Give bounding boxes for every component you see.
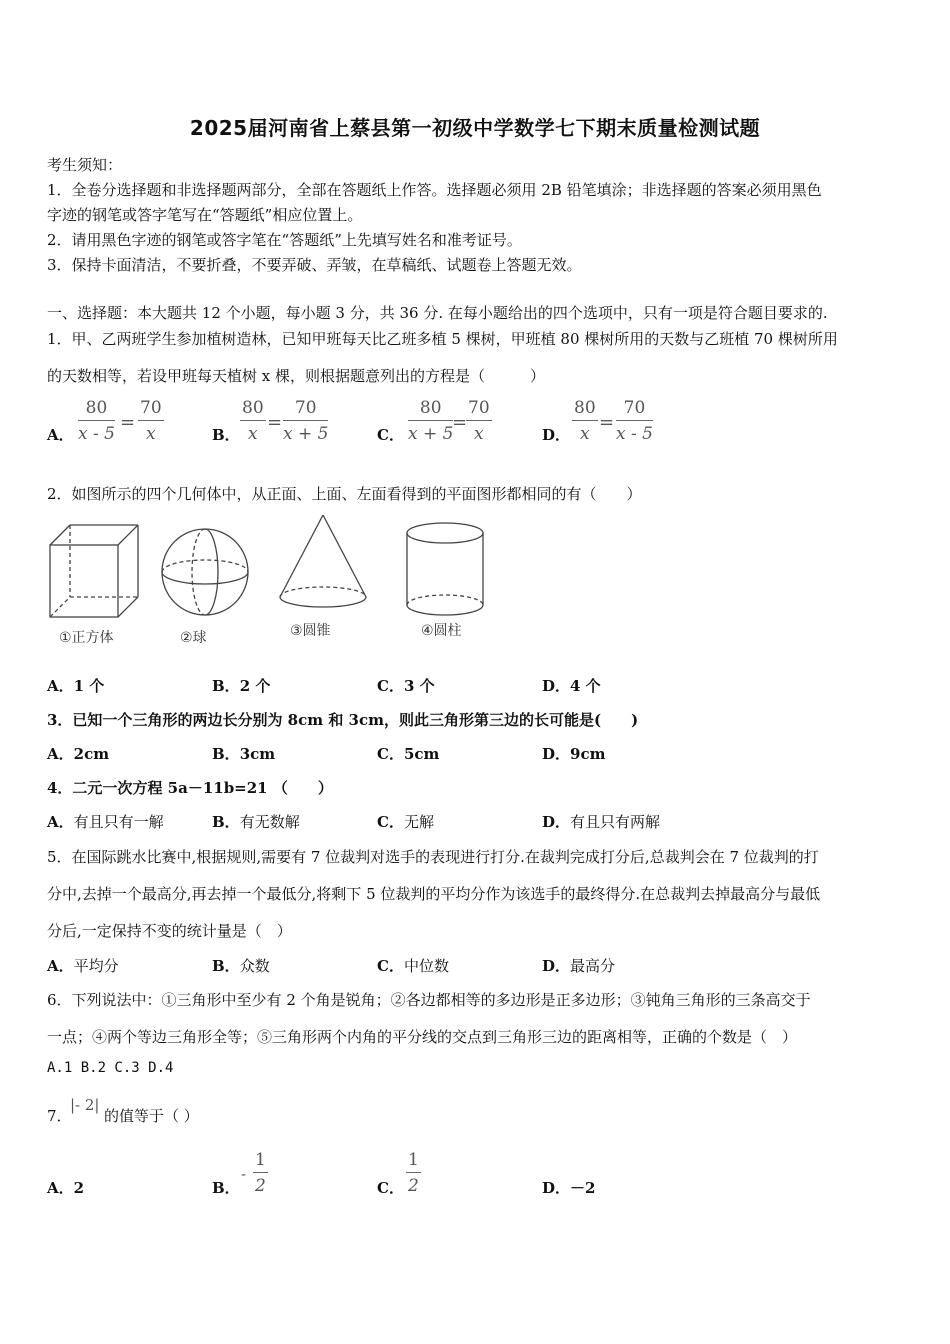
q4-text: 4．二元一次方程 5a－11b=21 （ ） <box>47 779 333 797</box>
q5-option-d: D．最高分 <box>542 957 616 975</box>
q1-d-frac-left: 80 x <box>574 398 596 444</box>
q2-figures <box>47 515 487 650</box>
q3-option-b: B．3cm <box>212 745 276 763</box>
q1-a-equals: = <box>120 412 136 433</box>
notice-line-1a: 1．全卷分选择题和非选择题两部分，全部在答题纸上作答。选择题必须用 2B 铅笔填涂；非选择题的答案必须用黑色 <box>47 181 822 199</box>
q1-text-line-2: 的天数相等，若设甲班每天植树 x 棵，则根据题意列出的方程是（ ） <box>47 367 545 385</box>
q1-b-equals: = <box>267 412 283 433</box>
q7-abs-expression: |- 2| <box>70 1096 100 1114</box>
sphere-caption: ②球 <box>180 630 207 646</box>
q4-option-a: A．有且只有一解 <box>47 813 164 831</box>
q1-c-equals: = <box>452 412 468 433</box>
q4-option-c: C．无解 <box>377 813 434 831</box>
notice-line-2: 2．请用黑色字迹的钢笔或答字笔在“答题纸”上先填写姓名和准考证号。 <box>47 231 522 249</box>
q1-b-frac-left: 80 x <box>242 398 264 444</box>
cylinder-figure <box>407 523 483 615</box>
q4-option-d: D．有且只有两解 <box>542 813 661 831</box>
q1-d-equals: = <box>599 412 615 433</box>
q7-option-b-label: B． <box>212 1179 240 1197</box>
q7-text-tail: 的值等于（ ） <box>104 1107 199 1125</box>
page-title: 2025届河南省上蔡县第一初级中学数学七下期末质量检测试题 <box>189 116 761 140</box>
q7-option-d: D．－2 <box>542 1179 596 1197</box>
sphere-figure <box>162 529 248 615</box>
cone-figure <box>280 515 366 607</box>
q5-text-line-3: 分后,一定保持不变的统计量是（ ） <box>47 922 292 940</box>
cylinder-caption: ④圆柱 <box>421 623 462 639</box>
q3-option-a: A．2cm <box>47 745 110 763</box>
q6-text-line-1: 6．下列说法中：①三角形中至少有 2 个角是锐角；②各边都相等的多边形是正多边形；③钝角三角形的三条高交于 <box>47 991 811 1009</box>
q5-option-c: C．中位数 <box>377 957 449 975</box>
cone-caption: ③圆锥 <box>290 623 331 639</box>
q1-b-frac-right: 70 x + 5 <box>283 398 329 444</box>
q5-text-line-2: 分中,去掉一个最高分,再去掉一个最低分,将剩下 5 位裁判的平均分作为该选手的最终得分.在总裁判去掉最高分与最低 <box>47 885 821 903</box>
q1-option-d-label: D． <box>542 426 571 444</box>
q1-c-frac-left: 80 x + 5 <box>408 398 454 444</box>
q2-option-d: D．4 个 <box>542 677 601 695</box>
notice-line-1b: 字迹的钢笔或答字笔写在“答题纸”相应位置上。 <box>47 206 363 224</box>
q7-option-b-sign: - <box>241 1165 247 1183</box>
q1-option-b-label: B． <box>212 426 240 444</box>
q1-option-a-label: A． <box>47 426 74 444</box>
q6-text-line-2: 一点；④两个等边三角形全等；⑤三角形两个内角的平分线的交点到三角形三边的距离相等，正确的个数是（ ） <box>47 1028 798 1046</box>
notice-line-3: 3．保持卡面清洁，不要折叠，不要弄破、弄皱，在草稿纸、试题卷上答题无效。 <box>47 256 582 274</box>
q7-option-c-label: C． <box>377 1179 404 1197</box>
q7-option-a: A．2 <box>47 1179 85 1197</box>
q2-option-b: B．2 个 <box>212 677 271 695</box>
q1-a-frac-left: 80 x - 5 <box>78 398 115 444</box>
q2-text: 2．如图所示的四个几何体中，从正面、上面、左面看得到的平面图形都相同的有（ ） <box>47 485 642 503</box>
q1-c-frac-right: 70 x <box>468 398 490 444</box>
q2-option-a: A．1 个 <box>47 677 105 695</box>
q1-text-line-1: 1．甲、乙两班学生参加植树造林，已知甲班每天比乙班多植 5 棵树，甲班植 80 棵树所用的天数与乙班植 70 棵树所用 <box>47 330 838 348</box>
q6-options: A.1 B.2 C.3 D.4 <box>47 1060 174 1076</box>
q5-option-b: B．众数 <box>212 957 270 975</box>
cube-figure <box>50 525 138 617</box>
cube-caption: ①正方体 <box>59 630 114 646</box>
notice-heading: 考生须知： <box>47 156 123 174</box>
q7-option-b-frac: 1 2 <box>255 1150 266 1196</box>
q1-option-c-label: C． <box>377 426 404 444</box>
q3-text: 3．已知一个三角形的两边长分别为 8cm 和 3cm，则此三角形第三边的长可能是( ) <box>47 711 639 729</box>
q4-option-b: B．有无数解 <box>212 813 300 831</box>
q7-number: 7． <box>47 1107 72 1125</box>
q5-text-line-1: 5．在国际跳水比赛中,根据规则,需要有 7 位裁判对选手的表现进行打分.在裁判完成打分后,总裁判会在 7 位裁判的打 <box>47 848 819 866</box>
q1-d-frac-right: 70 x - 5 <box>616 398 653 444</box>
section-heading: 一、选择题：本大题共 12 个小题，每小题 3 分，共 36 分. 在每小题给出的四个选项中，只有一项是符合题目要求的. <box>47 304 828 322</box>
q3-option-d: D．9cm <box>542 745 606 763</box>
q7-option-c-frac: 1 2 <box>408 1150 419 1196</box>
q2-option-c: C．3 个 <box>377 677 435 695</box>
q5-option-a: A．平均分 <box>47 957 119 975</box>
q1-a-frac-right: 70 x <box>140 398 162 444</box>
q3-option-c: C．5cm <box>377 745 440 763</box>
